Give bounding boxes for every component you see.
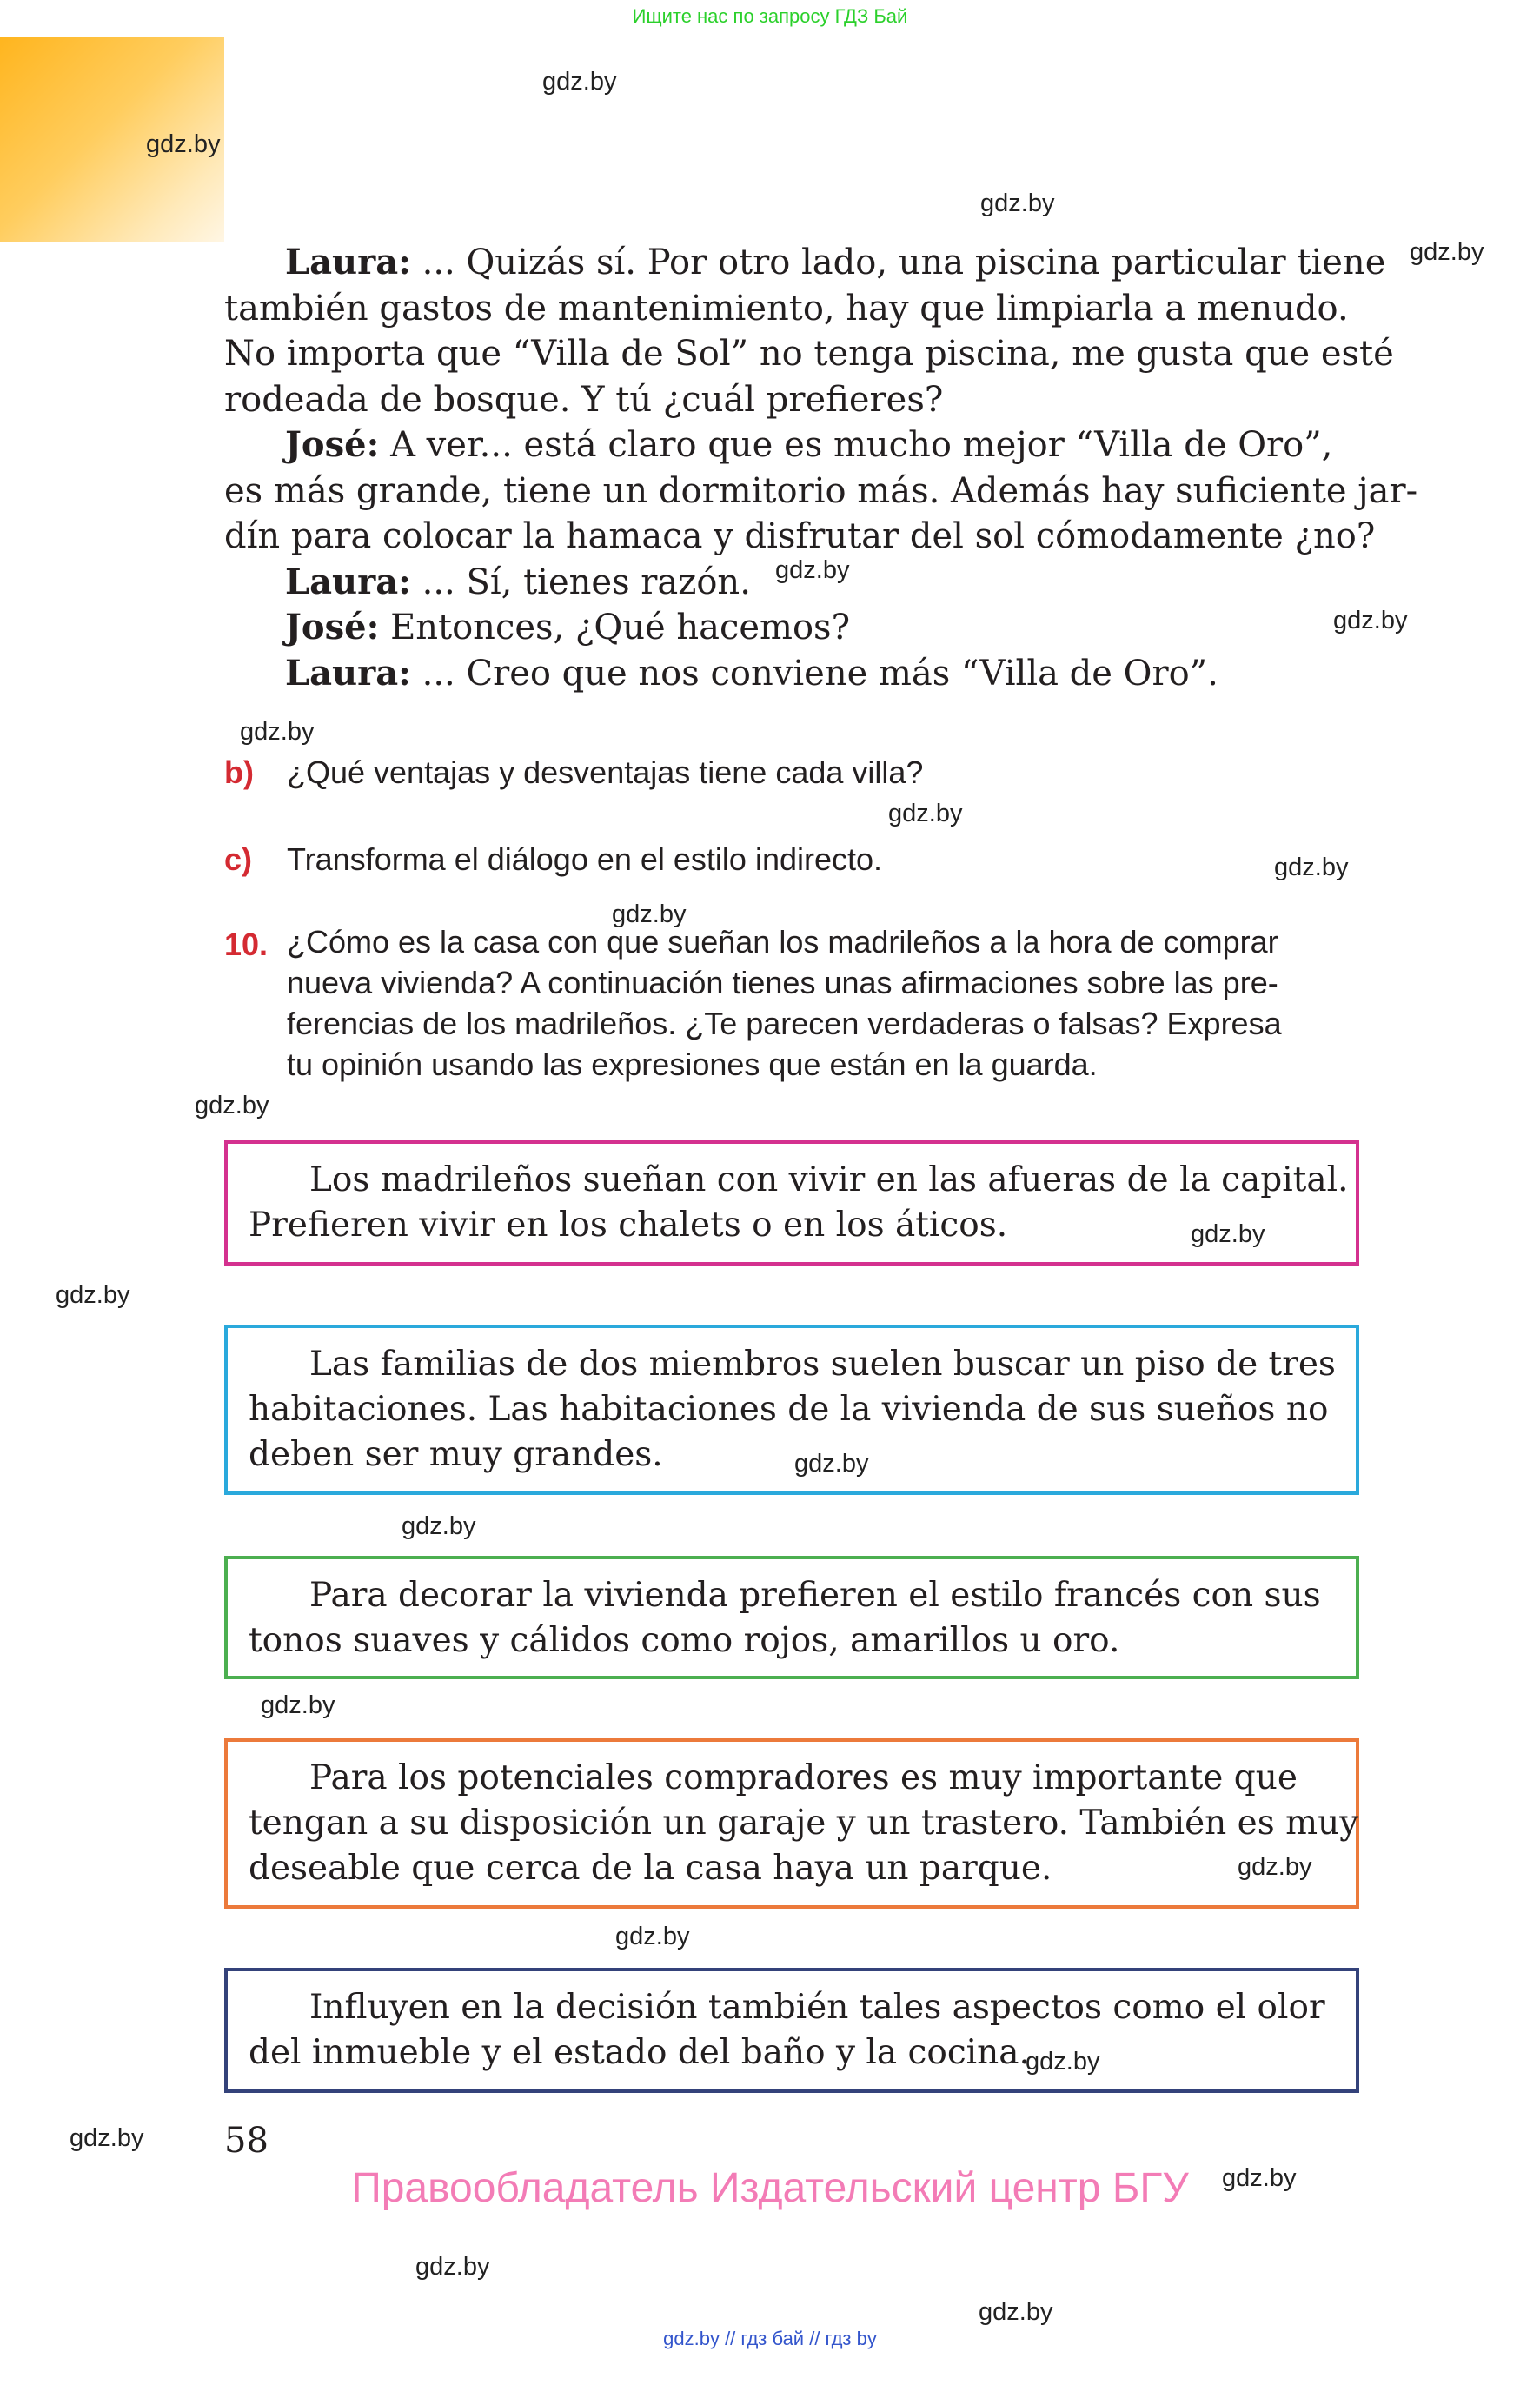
statement-line: deseable que cerca de la casa haya un parque. [249,1849,1052,1888]
watermark: gdz.by [979,2298,1053,2326]
dialogue-line [224,422,1368,468]
speaker-name: Laura: [285,652,411,694]
top-banner[interactable]: Ищите нас по запросу ГДЗ Бай [632,5,908,27]
watermark: gdz.by [1274,854,1349,881]
dialogue-line [224,240,1386,286]
speaker-name: Laura: [285,242,411,282]
task-label: c) [224,841,253,877]
statement-box-2 [224,1325,1359,1495]
statement-line: Los madrileños sueñan con vivir en las afueras de la capital. [309,1160,1349,1199]
dialogue-speech: Entonces, ¿Qué hacemos? [390,608,851,648]
task-line: ferencias de los madrileños. ¿Te parecen verdaderas o falsas? Expresa [287,1006,1282,1041]
watermark: gdz.by [775,556,850,584]
watermark: gdz.by [612,900,687,928]
watermark: gdz.by [794,1450,869,1478]
watermark: gdz.by [261,1691,335,1719]
dialogue-line: dín para colocar la hamaca y disfrutar del sol cómodamente ¿no? [224,516,1376,556]
watermark: gdz.by [415,2253,490,2281]
dialogue-speech: ... Quizás sí. Por otro lado, una piscina particular tiene [422,242,1386,282]
statement-line: deben ser muy grandes. [249,1435,663,1474]
watermark: gdz.by [1026,2048,1100,2076]
dialogue-line [224,560,1368,606]
watermark: gdz.by [542,68,617,96]
statement-line: Influyen en la decisión también tales aspectos como el olor [309,1988,1325,2027]
task-label: b) [224,754,254,790]
watermark: gdz.by [1222,2164,1297,2192]
task-line: tu opinión usando las expresiones que están en la guarda. [287,1046,1098,1082]
watermark: gdz.by [615,1923,690,1950]
dialogue-line: es más grande, tiene un dormitorio más. Además hay suficiente jar- [224,470,1418,511]
statement-box-1 [224,1140,1359,1266]
watermark: gdz.by [1333,607,1408,634]
watermark: gdz.by [402,1512,476,1540]
dialogue-line [224,605,1368,651]
watermark: gdz.by [240,718,315,746]
watermark: gdz.by [980,189,1055,217]
dialogue-speech: A ver... está claro que es mucho mejor “Villa de Oro”, [390,425,1333,465]
task-text: ¿Qué ventajas y desventajas tiene cada villa? [287,754,924,790]
watermark: gdz.by [195,1092,269,1119]
task-number: 10. [224,927,269,962]
speaker-name: Laura: [285,561,411,602]
task-line: nueva vivienda? A continuación tienes unas afirmaciones sobre las pre- [287,965,1278,1000]
dialogue-speech: ... Sí, tienes razón. [422,561,751,602]
statement-line: Para los potenciales compradores es muy importante que [309,1758,1298,1797]
statement-line: Las familias de dos miembros suelen buscar un piso de tres [309,1345,1336,1384]
statement-line: tonos suaves y cálidos como rojos, amarillos u oro. [249,1621,1120,1660]
task-line: ¿Cómo es la casa con que sueñan los madrileños a la hora de comprar [287,924,1278,960]
dialogue-line: rodeada de bosque. Y tú ¿cuál prefieres? [224,379,944,420]
watermark: gdz.by [888,800,963,827]
task-10-text [287,921,1368,1085]
statement-box-3 [224,1556,1359,1679]
task-text: Transforma el diálogo en el estilo indirecto. [287,841,883,877]
watermark: gdz.by [70,2124,144,2152]
watermark: gdz.by [1238,1853,1312,1881]
statement-line: tengan a su disposición un garaje y un trastero. También es muy [249,1804,1359,1843]
speaker-name: José: [285,607,380,648]
dialogue-line: también gastos de mantenimiento, hay que limpiarla a menudo. [224,288,1349,329]
statement-line: Para decorar la vivienda prefieren el estilo francés con sus [309,1576,1321,1615]
dialogue-speech: ... Creo que nos conviene más “Villa de Oro”. [422,653,1218,694]
watermark: gdz.by [146,130,221,158]
statement-line: del inmueble y el estado del baño y la cocina. [249,2033,1030,2072]
dialogue-line: No importa que “Villa de Sol” no tenga piscina, me gusta que esté [224,334,1394,374]
statement-box-4 [224,1738,1359,1909]
page-number: 58 [224,2121,269,2161]
watermark: gdz.by [1191,1220,1265,1248]
bottom-links[interactable]: gdz.by // гдз бай // гдз by [663,2328,877,2349]
statement-line: Prefieren vivir en los chalets o en los áticos. [249,1206,1008,1245]
watermark: gdz.by [1410,238,1484,266]
statement-line: habitaciones. Las habitaciones de la vivienda de sus sueños no [249,1390,1329,1429]
copyright-notice: Правообладатель Издательский центр БГУ [351,2165,1189,2211]
watermark: gdz.by [56,1281,130,1309]
speaker-name: José: [285,424,380,465]
dialogue-line [224,651,1368,697]
statement-box-5 [224,1968,1359,2093]
